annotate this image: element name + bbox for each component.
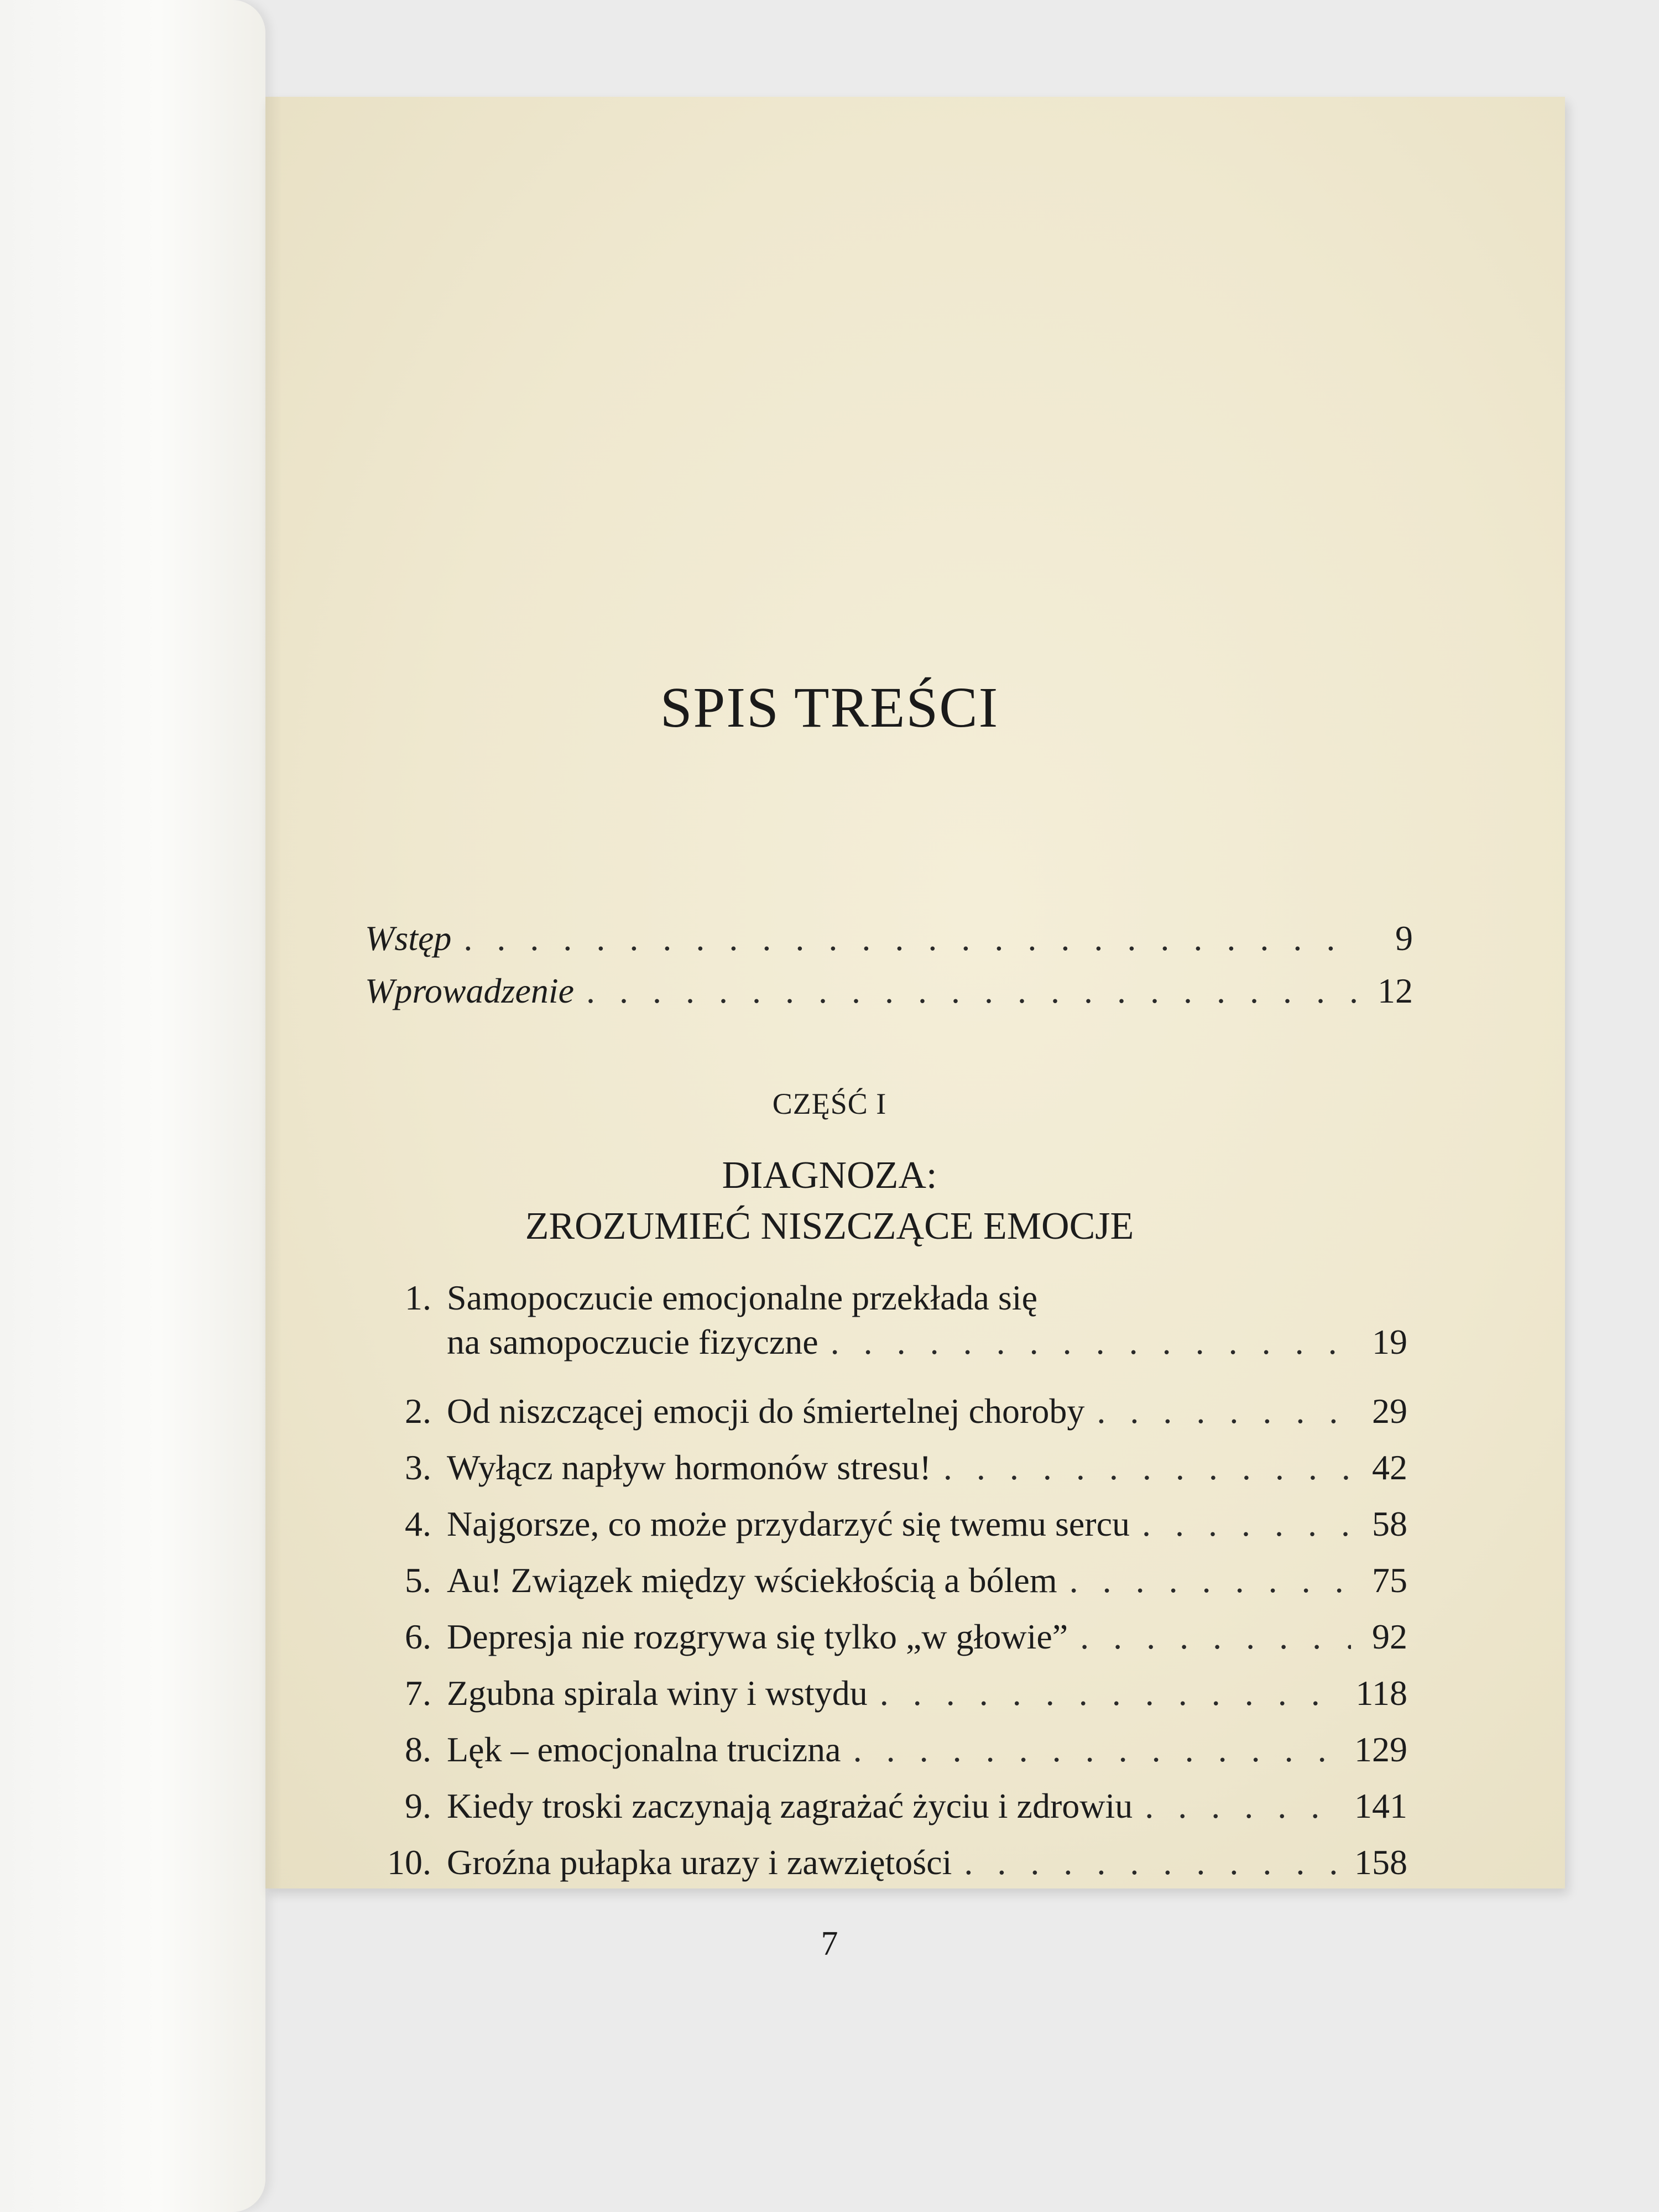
chapter-title: Wyłącz napływ hormonów stresu! bbox=[447, 1448, 931, 1487]
leader-dots bbox=[943, 1447, 1351, 1488]
chapter-number: 1. bbox=[405, 1278, 431, 1317]
part-title bbox=[0, 1150, 1659, 1252]
chapter-page: 29 bbox=[1372, 1391, 1407, 1431]
toc-chapter-8 bbox=[365, 1729, 1407, 1770]
leader-dots bbox=[463, 918, 1357, 959]
chapter-number: 10. bbox=[387, 1843, 431, 1882]
leader-dots bbox=[586, 971, 1357, 1011]
chapter-page: 118 bbox=[1355, 1673, 1407, 1713]
leader-dots bbox=[831, 1322, 1351, 1363]
leader-dots bbox=[1080, 1616, 1351, 1657]
toc-chapter-7 bbox=[365, 1673, 1407, 1714]
toc-chapter-1 bbox=[365, 1277, 1407, 1363]
leader-dots bbox=[1142, 1504, 1351, 1545]
toc-chapter-3 bbox=[365, 1447, 1407, 1488]
toc-chapter-2 bbox=[365, 1391, 1407, 1432]
chapter-page: 58 bbox=[1372, 1504, 1407, 1543]
chapter-title: Kiedy troski zaczynają zagrażać życiu i zdrowiu bbox=[447, 1786, 1133, 1825]
toc-chapter-4 bbox=[365, 1504, 1407, 1545]
entry-title: Wprowadzenie bbox=[365, 971, 575, 1010]
chapter-title: Au! Związek między wściekłością a bólem bbox=[447, 1561, 1057, 1600]
chapter-title: Najgorsze, co może przydarzyć się twemu sercu bbox=[447, 1504, 1130, 1543]
part-title-line1: DIAGNOZA: bbox=[722, 1154, 937, 1197]
leader-dots bbox=[964, 1842, 1342, 1883]
chapter-number: 6. bbox=[405, 1617, 431, 1656]
chapter-title: Od niszczącej emocji do śmiertelnej choroby bbox=[447, 1391, 1085, 1431]
chapter-number: 7. bbox=[405, 1673, 431, 1713]
leader-dots bbox=[853, 1729, 1342, 1770]
entry-title: Wstęp bbox=[365, 919, 452, 958]
page-gutter-shadow bbox=[265, 97, 282, 1888]
toc-chapter-9 bbox=[365, 1786, 1407, 1827]
chapter-page: 42 bbox=[1372, 1448, 1407, 1487]
chapter-number: 4. bbox=[405, 1504, 431, 1543]
chapter-title-line2: na samopoczucie fizyczne bbox=[447, 1322, 818, 1361]
leader-dots bbox=[880, 1673, 1344, 1714]
toc-entry-wprowadzenie bbox=[365, 971, 1413, 1011]
page-number: 7 bbox=[821, 1925, 838, 1963]
chapter-title: Zgubna spirala winy i wstydu bbox=[447, 1673, 868, 1713]
chapter-number: 5. bbox=[405, 1561, 431, 1600]
chapter-number: 8. bbox=[405, 1730, 431, 1769]
part-title-line2: ZROZUMIEĆ NISZCZĄCE EMOCJE bbox=[525, 1205, 1134, 1248]
toc-chapter-6 bbox=[365, 1616, 1407, 1657]
toc-chapter-10 bbox=[365, 1842, 1407, 1883]
entry-page: 12 bbox=[1378, 971, 1413, 1010]
entry-page: 9 bbox=[1395, 919, 1413, 958]
leader-dots bbox=[1097, 1391, 1351, 1432]
chapter-page: 92 bbox=[1372, 1617, 1407, 1656]
chapter-page: 75 bbox=[1372, 1561, 1407, 1600]
toc-entry-wstep bbox=[365, 918, 1413, 959]
chapter-page: 19 bbox=[1372, 1322, 1407, 1361]
toc-chapter-5 bbox=[365, 1560, 1407, 1601]
chapter-title-line1: Samopoczucie emocjonalne przekłada się bbox=[447, 1278, 1037, 1317]
chapter-number: 9. bbox=[405, 1786, 431, 1825]
chapter-page: 158 bbox=[1354, 1843, 1407, 1882]
chapter-page: 141 bbox=[1354, 1786, 1407, 1825]
toc-heading: SPIS TREŚCI bbox=[660, 676, 999, 739]
chapter-title: Depresja nie rozgrywa się tylko „w głowie” bbox=[447, 1617, 1068, 1656]
leader-dots bbox=[1145, 1786, 1342, 1827]
part-label: CZĘŚĆ I bbox=[772, 1087, 887, 1120]
chapter-number: 3. bbox=[405, 1448, 431, 1487]
chapter-number: 2. bbox=[405, 1391, 431, 1431]
leader-dots bbox=[1070, 1560, 1351, 1601]
chapter-title: Lęk – emocjonalna trucizna bbox=[447, 1730, 841, 1769]
chapter-title: Groźna pułapka urazy i zawziętości bbox=[447, 1843, 952, 1882]
chapter-page: 129 bbox=[1354, 1730, 1407, 1769]
